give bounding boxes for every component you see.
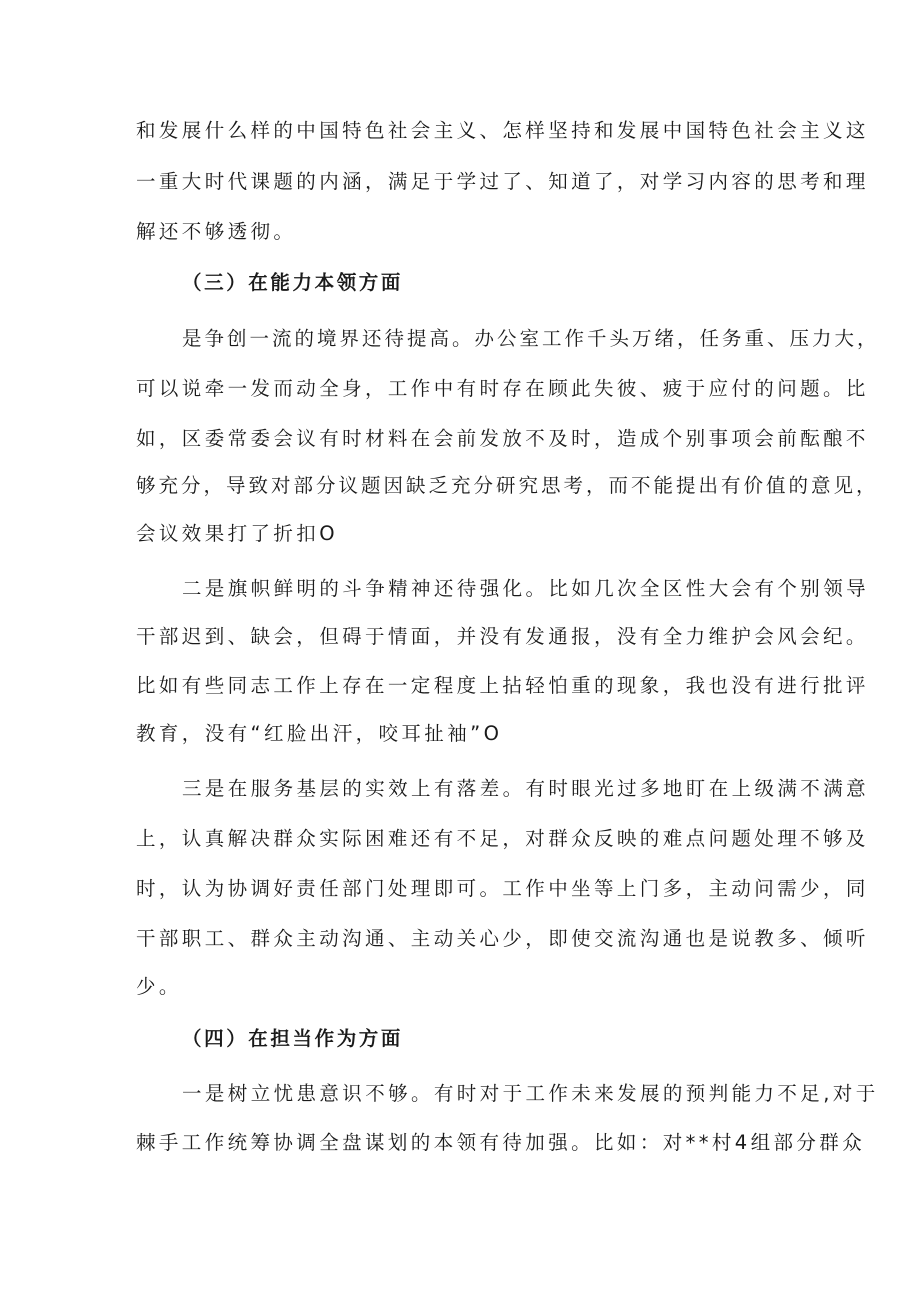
text-line: 一重大时代课题的内涵，满足于学过了、知道了，对学习内容的思考和理	[136, 170, 869, 193]
text-line: 和发展什么样的中国特色社会主义、怎样坚持和发展中国特色社会主义这	[136, 119, 869, 142]
text-line: 棘手工作统筹协调全盘谋划的本领有待加强。比如：对**村4组部分群众	[136, 1131, 866, 1154]
text-line: 可以说牵一发而动全身，工作中有时存在顾此失彼、疲于应付的问题。比	[136, 377, 869, 400]
text-line: 时，认为协调好责任部门处理即可。工作中坐等上门多，主动问需少，同	[136, 877, 869, 900]
text-line: 是争创一流的境界还待提高。办公室工作千头万绪，任务重、压力大，	[182, 327, 880, 350]
text-line: 够充分，导致对部分议题因缺乏充分研究思考，而不能提出有价值的意见，	[136, 474, 879, 497]
text-line: 二是旗帜鲜明的斗争精神还待强化。比如几次全区性大会有个别领导	[182, 577, 870, 600]
section-heading-3: （三）在能力本领方面	[182, 271, 404, 294]
text-line: 如，区委常委会议有时材料在会前发放不及时，造成个别事项会前酝酿不	[136, 427, 869, 450]
text-line: 比如有些同志工作上存在一定程度上拈轻怕重的现象，我也没有进行批评	[136, 674, 869, 697]
text-line: 会议效果打了折扣O	[136, 522, 338, 545]
text-line: 少。	[136, 975, 182, 998]
text-line: 三是在服务基层的实效上有落差。有时眼光过多地盯在上级满不满意	[182, 777, 870, 800]
text-line: 干部迟到、缺会，但碍于情面，并没有发通报，没有全力维护会风会纪。	[136, 625, 869, 648]
text-line: 一是树立忧患意识不够。有时对于工作未来发展的预判能力不足,对于	[182, 1082, 879, 1105]
text-line: 上，认真解决群众实际困难还有不足，对群众反映的难点问题处理不够及	[136, 827, 869, 850]
text-line: 干部职工、群众主动沟通、主动关心少，即使交流沟通也是说教多、倾听	[136, 927, 869, 950]
section-heading-4: （四）在担当作为方面	[182, 1027, 404, 1050]
text-line: 教育，没有“红脸出汗，咬耳扯袖”O	[136, 722, 503, 745]
text-line: 解还不够透彻。	[136, 220, 297, 243]
